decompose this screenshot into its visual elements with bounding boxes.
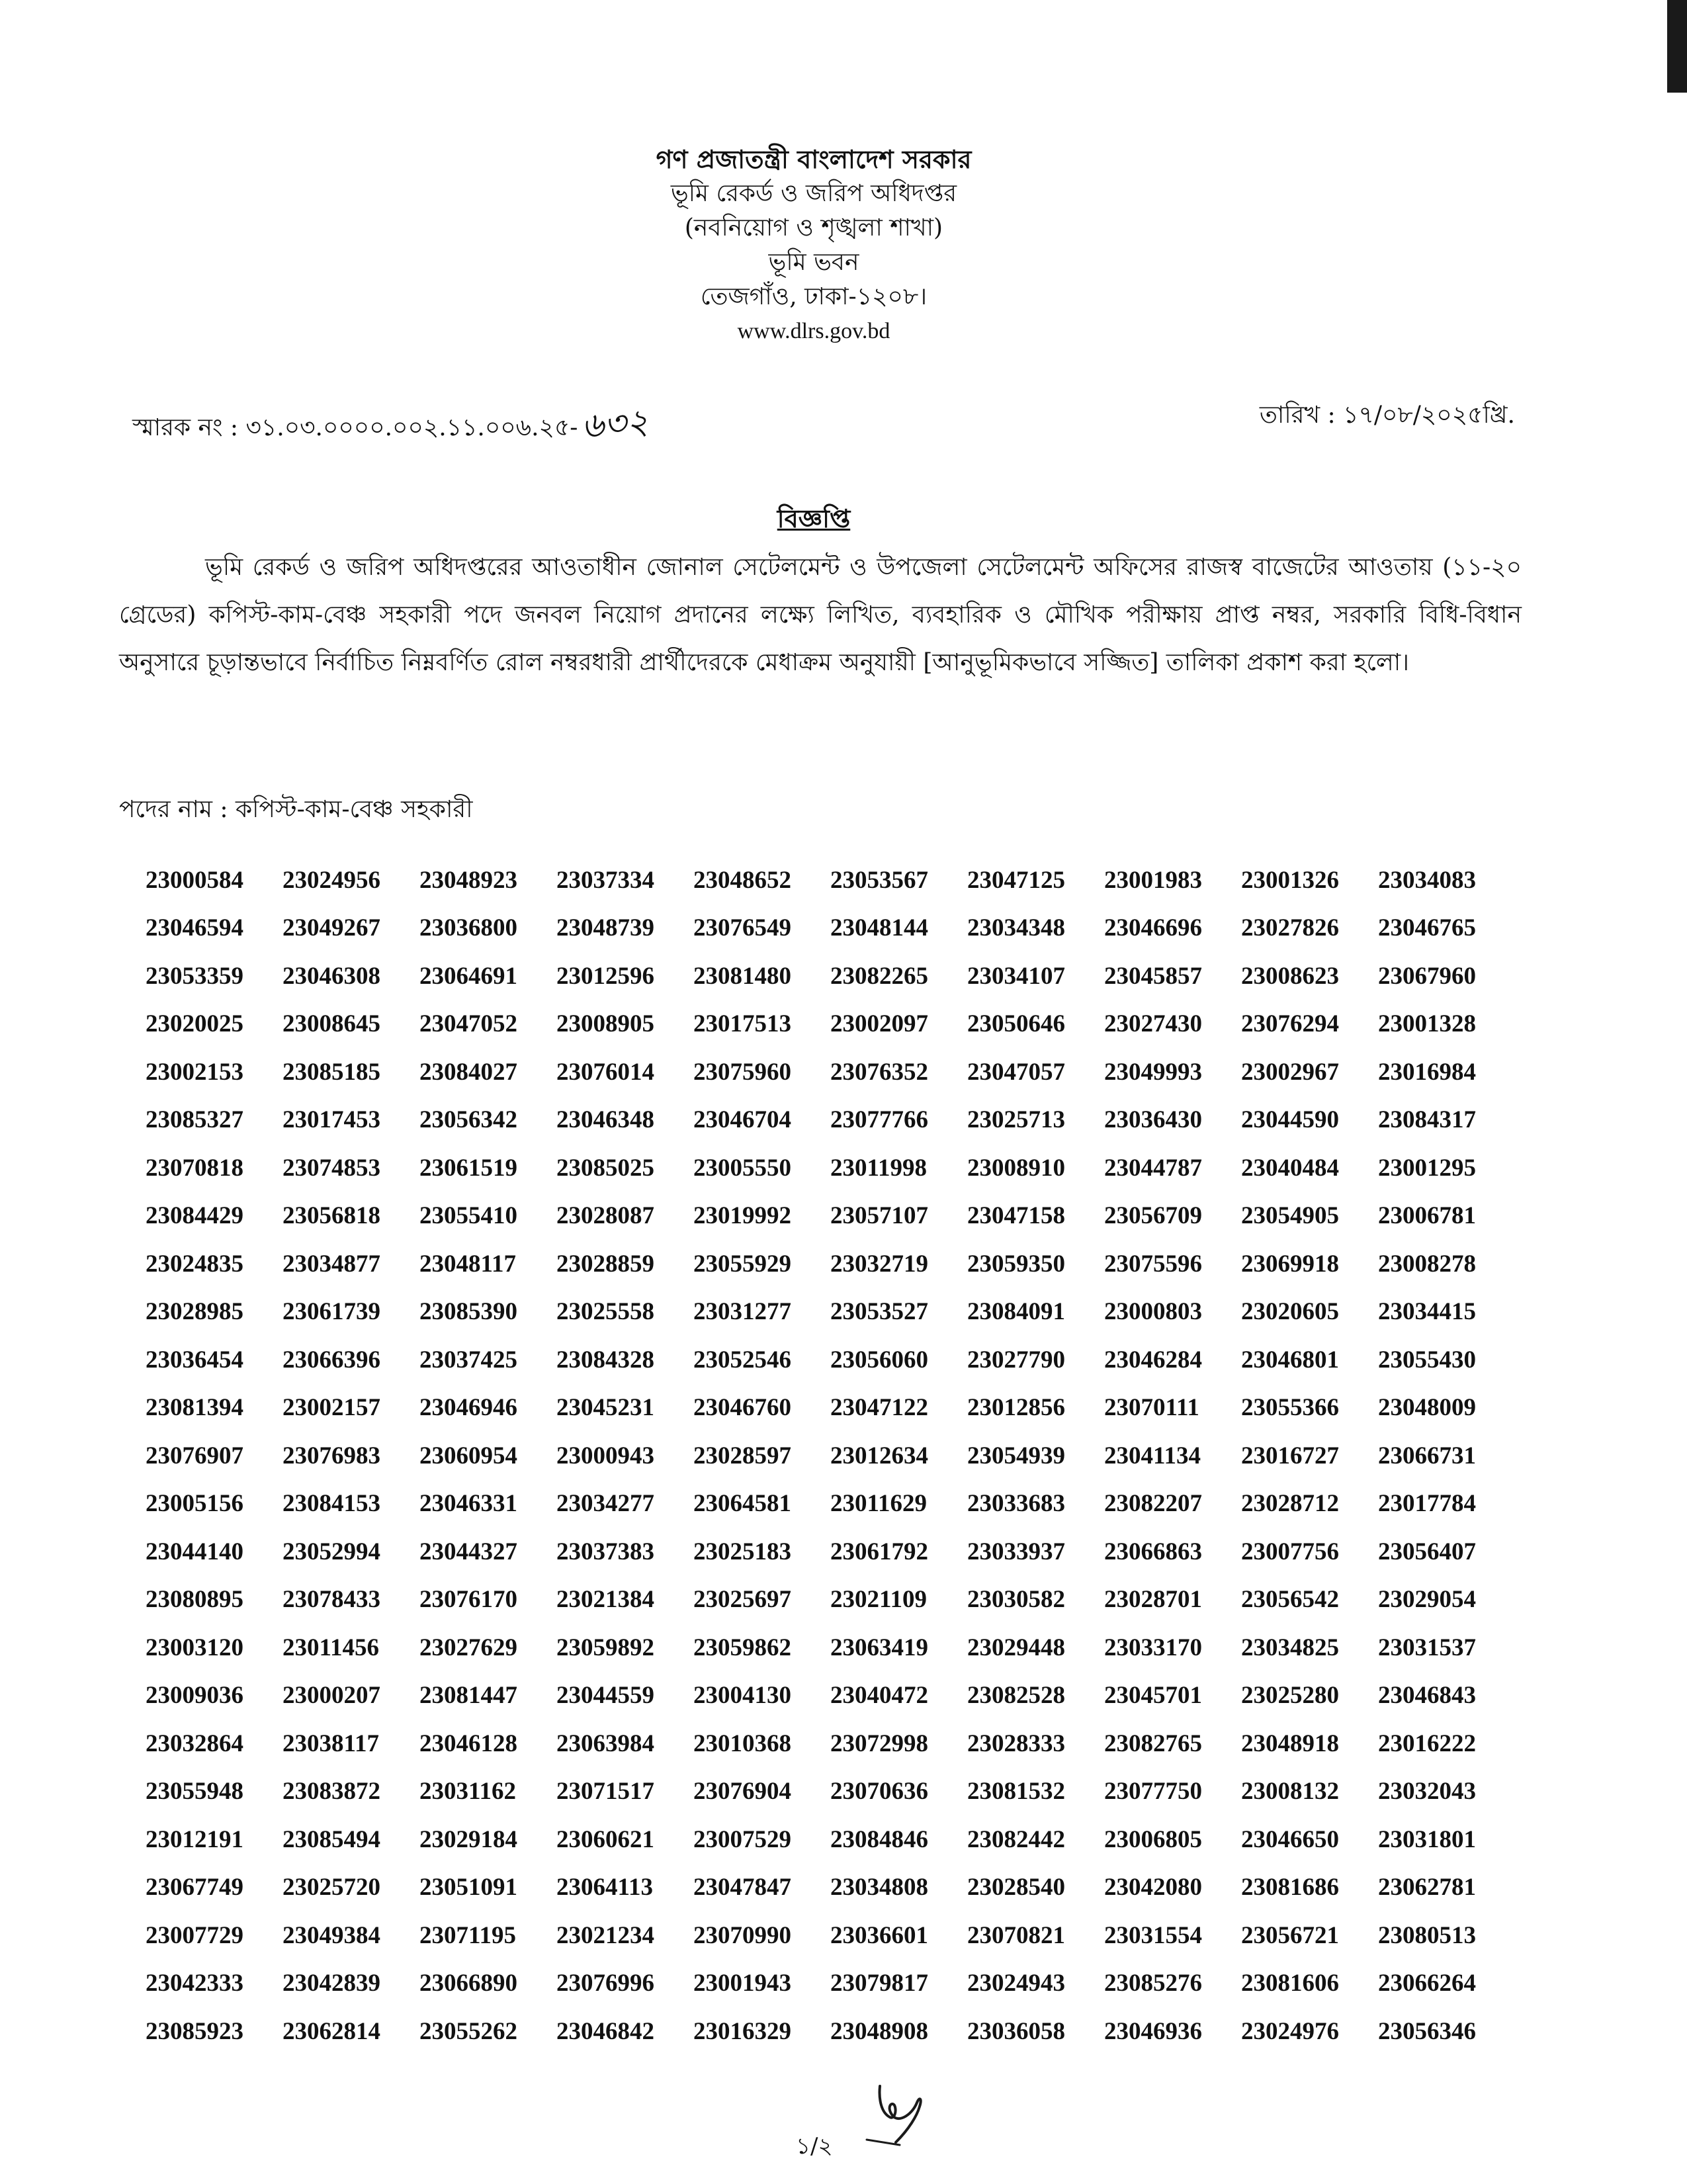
roll-number-cell: 23031554 [1104,1921,1202,1949]
roll-number-cell: 23056060 [830,1346,928,1374]
roll-number-cell: 23008623 [1241,962,1339,990]
roll-number-cell: 23034415 [1378,1298,1476,1326]
roll-row [146,904,1515,953]
roll-number-cell: 23047052 [419,1010,517,1038]
roll-number-cell: 23048652 [693,866,791,894]
roll-row [146,952,1515,1000]
roll-number-cell: 23055430 [1378,1346,1476,1374]
roll-number-cell: 23036601 [830,1921,928,1949]
roll-number-cell: 23059350 [967,1250,1065,1278]
roll-number-cell: 23028859 [556,1250,654,1278]
roll-number-cell: 23081532 [967,1778,1065,1806]
roll-number-cell: 23056542 [1241,1586,1339,1614]
website-url: www.dlrs.gov.bd [737,319,890,343]
branch-name: (নবনিয়োগ ও শৃঙ্খলা শাখা) [684,214,943,241]
roll-number-cell: 23067960 [1378,962,1476,990]
roll-number-cell: 23076294 [1241,1010,1339,1038]
post-name-line: পদের নাম : কপিস্ট-কাম-বেঞ্চ সহকারী [119,796,473,823]
roll-number-cell: 23002967 [1241,1058,1339,1086]
roll-row [146,1624,1515,1672]
roll-number-cell: 23044327 [419,1538,517,1565]
roll-number-cell: 23044140 [146,1538,243,1565]
roll-number-cell: 23031162 [419,1778,516,1806]
roll-number-cell: 23075960 [693,1058,791,1086]
roll-number-cell: 23016222 [1378,1729,1476,1757]
roll-number-cell: 23082528 [967,1682,1065,1710]
roll-number-cell: 23076996 [556,1970,654,1997]
roll-number-cell: 23038117 [282,1729,379,1757]
memo-date: তারিখ : ১৭/০৮/২০২৫খ্রি. [1259,402,1515,429]
roll-number-cell: 23049267 [282,914,380,942]
roll-number-cell: 23066890 [419,1970,517,1997]
roll-number-cell: 23008905 [556,1010,654,1038]
roll-number-cell: 23010368 [693,1729,791,1757]
roll-number-cell: 23024835 [146,1250,243,1278]
roll-row [146,1768,1515,1816]
roll-number-cell: 23011629 [830,1490,927,1518]
roll-number-table [146,856,1515,2056]
roll-number-cell: 23084317 [1378,1106,1476,1134]
roll-number-cell: 23047122 [830,1394,928,1422]
roll-number-cell: 23045701 [1104,1682,1202,1710]
roll-number-cell: 23083872 [282,1778,380,1806]
notice-title: বিজ্ঞপ্তি [777,503,851,533]
roll-row [146,1336,1515,1384]
roll-number-cell: 23084429 [146,1202,243,1230]
roll-number-cell: 23046348 [556,1106,654,1134]
roll-number-cell: 23041134 [1104,1442,1201,1469]
notice-body: ভূমি রেকর্ড ও জরিপ অধিদপ্তরের আওতাধীন জোনাল সেটেলমেন্ট ও উপজেলা সেটেলমেন্ট অফিসের রাজস্ব বাজেটের আওতায় (১১-২০ গ্রেডের) কপিস্ট-কাম-বেঞ্চ সহকারী পদে জনবল নিয়োগ প্রদানের লক্ষ্যে লিখিত, ব্যবহারিক ও মৌখিক পরীক্ষায় প্রাপ্ত নম্বর, সরকারি বিধি-বিধান অনুসারে চূড়ান্তভাবে নির্বাচিত নিম্নবর্ণিত রোল নম্বরধারী প্রার্থীদেরকে মেধাক্রম অনুযায়ী [আনুভূমিকভাবে সজ্জিত] তালিকা প্রকাশ করা হলো। [119,554,1522,676]
roll-number-cell: 23008910 [967,1154,1065,1182]
roll-number-cell: 23066264 [1378,1970,1476,1997]
roll-number-cell: 23001326 [1241,866,1339,894]
roll-number-cell: 23006781 [1378,1202,1476,1230]
roll-number-cell: 23049384 [282,1921,380,1949]
roll-number-cell: 23061519 [419,1154,517,1182]
roll-number-cell: 23082442 [967,1825,1065,1853]
roll-number-cell: 23028540 [967,1874,1065,1901]
roll-row [146,1576,1515,1624]
roll-number-cell: 23046650 [1241,1825,1339,1853]
roll-number-cell: 23021384 [556,1586,654,1614]
roll-number-cell: 23017784 [1378,1490,1476,1518]
roll-number-cell: 23036058 [967,2017,1065,2045]
roll-number-cell: 23071517 [556,1778,654,1806]
roll-number-cell: 23064691 [419,962,517,990]
roll-number-cell: 23027430 [1104,1010,1202,1038]
roll-number-cell: 23036430 [1104,1106,1202,1134]
roll-number-cell: 23025183 [693,1538,791,1565]
roll-number-cell: 23037334 [556,866,654,894]
roll-number-cell: 23064113 [556,1874,653,1901]
roll-number-cell: 23085025 [556,1154,654,1182]
roll-number-cell: 23053527 [830,1298,928,1326]
roll-number-cell: 23079817 [830,1970,928,1997]
roll-number-cell: 23047057 [967,1058,1065,1086]
roll-number-cell: 23050646 [967,1010,1065,1038]
roll-number-cell: 23063984 [556,1729,654,1757]
roll-number-cell: 23009036 [146,1682,243,1710]
roll-number-cell: 23070821 [967,1921,1065,1949]
roll-number-cell: 23024976 [1241,2017,1339,2045]
roll-number-cell: 23028712 [1241,1490,1339,1518]
roll-number-cell: 23045857 [1104,962,1202,990]
roll-number-cell: 23017513 [693,1010,791,1038]
roll-number-cell: 23051091 [419,1874,517,1901]
roll-number-cell: 23012191 [146,1825,243,1853]
roll-number-cell: 23011998 [830,1154,927,1182]
roll-row [146,1144,1515,1192]
roll-number-cell: 23007756 [1241,1538,1339,1565]
roll-number-cell: 23084027 [419,1058,517,1086]
roll-number-cell: 23046936 [1104,2017,1202,2045]
roll-number-cell: 23000803 [1104,1298,1202,1326]
roll-number-cell: 23071195 [419,1921,516,1949]
roll-number-cell: 23062781 [1378,1874,1476,1901]
roll-number-cell: 23059892 [556,1634,654,1661]
roll-number-cell: 23027790 [967,1346,1065,1374]
memo-number-label: স্মারক নং : ৩১.০৩.০০০০.০০২.১১.০০৬.২৫- [132,414,578,441]
roll-number-cell: 23066863 [1104,1538,1202,1565]
roll-row [146,1048,1515,1096]
roll-number-cell: 23016984 [1378,1058,1476,1086]
roll-row [146,1384,1515,1432]
roll-number-cell: 23046331 [419,1490,517,1518]
office-address: তেজগাঁও, ঢাকা-১২০৮। [700,283,928,310]
roll-number-cell: 23048009 [1378,1394,1476,1422]
roll-number-cell: 23019992 [693,1202,791,1230]
roll-number-cell: 23080895 [146,1586,243,1614]
roll-row [146,1528,1515,1576]
roll-number-cell: 23037383 [556,1538,654,1565]
roll-number-cell: 23054939 [967,1442,1065,1469]
department-name: ভূমি রেকর্ড ও জরিপ অধিদপ্তর [670,180,957,207]
roll-number-cell: 23078433 [282,1586,380,1614]
roll-row [146,1864,1515,1912]
roll-number-cell: 23060621 [556,1825,654,1853]
roll-number-cell: 23076549 [693,914,791,942]
roll-number-cell: 23024943 [967,1970,1065,1997]
roll-number-cell: 23028087 [556,1202,654,1230]
roll-number-cell: 23056721 [1241,1921,1339,1949]
roll-number-cell: 23056407 [1378,1538,1476,1565]
roll-number-cell: 23072998 [830,1729,928,1757]
roll-number-cell: 23001983 [1104,866,1202,894]
roll-number-cell: 23056709 [1104,1202,1202,1230]
roll-number-cell: 23053359 [146,962,243,990]
roll-number-cell: 23054905 [1241,1202,1339,1230]
roll-number-cell: 23025720 [282,1874,380,1901]
roll-number-cell: 23027826 [1241,914,1339,942]
roll-number-cell: 23070818 [146,1154,243,1182]
roll-number-cell: 23002157 [282,1394,380,1422]
roll-row [146,1960,1515,2008]
roll-number-cell: 23085923 [146,2017,243,2045]
roll-number-cell: 23081447 [419,1682,517,1710]
roll-number-cell: 23042080 [1104,1874,1202,1901]
roll-number-cell: 23042333 [146,1970,243,1997]
letterhead [0,142,1627,349]
roll-number-cell: 23070111 [1104,1394,1199,1422]
roll-number-cell: 23053567 [830,866,928,894]
roll-number-cell: 23034277 [556,1490,654,1518]
roll-number-cell: 23029184 [419,1825,517,1853]
roll-number-cell: 23031277 [693,1298,791,1326]
roll-number-cell: 23081480 [693,962,791,990]
roll-number-cell: 23084091 [967,1298,1065,1326]
roll-number-cell: 23034083 [1378,866,1476,894]
roll-number-cell: 23074853 [282,1154,380,1182]
roll-number-cell: 23084846 [830,1825,928,1853]
roll-number-cell: 23012634 [830,1442,928,1469]
roll-number-cell: 23028333 [967,1729,1065,1757]
roll-number-cell: 23046801 [1241,1346,1339,1374]
roll-number-cell: 23056818 [282,1202,380,1230]
roll-number-cell: 23034825 [1241,1634,1339,1661]
roll-number-cell: 23008645 [282,1010,380,1038]
memo-number-handwritten: ৬৩২ [580,402,650,447]
roll-number-cell: 23082207 [1104,1490,1202,1518]
roll-number-cell: 23012856 [967,1394,1065,1422]
roll-number-cell: 23047158 [967,1202,1065,1230]
roll-number-cell: 23076907 [146,1442,243,1469]
roll-number-cell: 23085494 [282,1825,380,1853]
roll-number-cell: 23046128 [419,1729,517,1757]
roll-number-cell: 23005156 [146,1490,243,1518]
roll-number-cell: 23033683 [967,1490,1065,1518]
roll-number-cell: 23055948 [146,1778,243,1806]
roll-number-cell: 23056346 [1378,2017,1476,2045]
roll-number-cell: 23029448 [967,1634,1065,1661]
roll-number-cell: 23042839 [282,1970,380,1997]
roll-number-cell: 23046842 [556,2017,654,2045]
roll-number-cell: 23008132 [1241,1778,1339,1806]
roll-row [146,1000,1515,1049]
roll-number-cell: 23044590 [1241,1106,1339,1134]
roll-number-cell: 23077766 [830,1106,928,1134]
roll-number-cell: 23070990 [693,1921,791,1949]
roll-number-cell: 23082765 [1104,1729,1202,1757]
roll-number-cell: 23016727 [1241,1442,1339,1469]
roll-number-cell: 23061792 [830,1538,928,1565]
roll-number-cell: 23085276 [1104,1970,1202,1997]
roll-row [146,1096,1515,1145]
roll-number-cell: 23036800 [419,914,517,942]
roll-number-cell: 23060954 [419,1442,517,1469]
roll-number-cell: 23066731 [1378,1442,1476,1469]
roll-number-cell: 23059862 [693,1634,791,1661]
roll-number-cell: 23000207 [282,1682,380,1710]
roll-number-cell: 23084328 [556,1346,654,1374]
roll-number-cell: 23005550 [693,1154,791,1182]
roll-number-cell: 23066396 [282,1346,380,1374]
roll-number-cell: 23048739 [556,914,654,942]
roll-number-cell: 23046308 [282,962,380,990]
roll-number-cell: 23046704 [693,1106,791,1134]
signature-icon [853,2076,953,2149]
government-name: গণ প্রজাতন্ত্রী বাংলাদেশ সরকার [656,144,972,174]
roll-row [146,2007,1515,2056]
scan-edge-artifact [1667,0,1687,93]
roll-number-cell: 23007729 [146,1921,243,1949]
roll-row [146,1672,1515,1720]
roll-number-cell: 23085327 [146,1106,243,1134]
roll-number-cell: 23070636 [830,1778,928,1806]
roll-number-cell: 23020605 [1241,1298,1339,1326]
roll-number-cell: 23048923 [419,866,517,894]
roll-number-cell: 23057107 [830,1202,928,1230]
roll-number-cell: 23076170 [419,1586,517,1614]
roll-number-cell: 23000943 [556,1442,654,1469]
roll-number-cell: 23085185 [282,1058,380,1086]
roll-number-cell: 23028985 [146,1298,243,1326]
roll-number-cell: 23007529 [693,1825,791,1853]
roll-number-cell: 23032043 [1378,1778,1476,1806]
roll-number-cell: 23076014 [556,1058,654,1086]
roll-row [146,1240,1515,1288]
roll-number-cell: 23001943 [693,1970,791,1997]
roll-number-cell: 23061739 [282,1298,380,1326]
roll-number-cell: 23037425 [419,1346,517,1374]
roll-number-cell: 23067749 [146,1874,243,1901]
roll-number-cell: 23025558 [556,1298,654,1326]
building-name: ভূমি ভবন [768,249,859,276]
roll-number-cell: 23056342 [419,1106,517,1134]
roll-number-cell: 23029054 [1378,1586,1476,1614]
roll-number-cell: 23012596 [556,962,654,990]
roll-number-cell: 23040484 [1241,1154,1339,1182]
roll-number-cell: 23085390 [419,1298,517,1326]
roll-number-cell: 23017453 [282,1106,380,1134]
roll-number-cell: 23064581 [693,1490,791,1518]
roll-number-cell: 23032864 [146,1729,243,1757]
roll-number-cell: 23021234 [556,1921,654,1949]
roll-number-cell: 23021109 [830,1586,927,1614]
page-number: ১/২ [796,2133,833,2160]
roll-row [146,1815,1515,1864]
roll-number-cell: 23034808 [830,1874,928,1901]
roll-number-cell: 23046284 [1104,1346,1202,1374]
roll-number-cell: 23025280 [1241,1682,1339,1710]
roll-number-cell: 23025697 [693,1586,791,1614]
roll-number-cell: 23055410 [419,1202,517,1230]
roll-number-cell: 23044787 [1104,1154,1202,1182]
roll-number-cell: 23069918 [1241,1250,1339,1278]
roll-number-cell: 23006805 [1104,1825,1202,1853]
roll-number-cell: 23082265 [830,962,928,990]
roll-number-cell: 23002153 [146,1058,243,1086]
roll-number-cell: 23036454 [146,1346,243,1374]
roll-number-cell: 23033937 [967,1538,1065,1565]
roll-number-cell: 23028597 [693,1442,791,1469]
roll-number-table-body [146,856,1515,2056]
roll-number-cell: 23027629 [419,1634,517,1661]
roll-number-cell: 23030582 [967,1586,1065,1614]
roll-number-cell: 23048908 [830,2017,928,2045]
roll-number-cell: 23049993 [1104,1058,1202,1086]
roll-number-cell: 23003120 [146,1634,243,1661]
roll-number-cell: 23077750 [1104,1778,1202,1806]
roll-number-cell: 23076352 [830,1058,928,1086]
roll-number-cell: 23031537 [1378,1634,1476,1661]
roll-number-cell: 23031801 [1378,1825,1476,1853]
roll-number-cell: 23081606 [1241,1970,1339,1997]
roll-row [146,1480,1515,1528]
roll-number-cell: 23001328 [1378,1010,1476,1038]
roll-number-cell: 23032719 [830,1250,928,1278]
roll-number-cell: 23028701 [1104,1586,1202,1614]
roll-number-cell: 23044559 [556,1682,654,1710]
roll-number-cell: 23046946 [419,1394,517,1422]
roll-row [146,1720,1515,1768]
roll-number-cell: 23046760 [693,1394,791,1422]
roll-row [146,856,1515,904]
roll-number-cell: 23046843 [1378,1682,1476,1710]
roll-number-cell: 23011456 [282,1634,379,1661]
roll-number-cell: 23000584 [146,866,243,894]
roll-number-cell: 23063419 [830,1634,928,1661]
roll-number-cell: 23008278 [1378,1250,1476,1278]
roll-number-cell: 23025713 [967,1106,1065,1134]
roll-number-cell: 23048144 [830,914,928,942]
roll-number-cell: 23052546 [693,1346,791,1374]
roll-row [146,1911,1515,1960]
roll-number-cell: 23055929 [693,1250,791,1278]
roll-number-cell: 23047847 [693,1874,791,1901]
roll-number-cell: 23048117 [419,1250,516,1278]
roll-number-cell: 23048918 [1241,1729,1339,1757]
roll-number-cell: 23055262 [419,2017,517,2045]
roll-number-cell: 23084153 [282,1490,380,1518]
roll-number-cell: 23046594 [146,914,243,942]
roll-number-cell: 23046696 [1104,914,1202,942]
roll-number-cell: 23080513 [1378,1921,1476,1949]
roll-number-cell: 23076904 [693,1778,791,1806]
memo-number [132,397,649,455]
roll-number-cell: 23034348 [967,914,1065,942]
roll-number-cell: 23040472 [830,1682,928,1710]
roll-number-cell: 23081686 [1241,1874,1339,1901]
roll-number-cell: 23034877 [282,1250,380,1278]
roll-number-cell: 23046765 [1378,914,1476,942]
roll-number-cell: 23055366 [1241,1394,1339,1422]
roll-number-cell: 23033170 [1104,1634,1202,1661]
roll-number-cell: 23016329 [693,2017,791,2045]
roll-number-cell: 23062814 [282,2017,380,2045]
roll-number-cell: 23052994 [282,1538,380,1565]
roll-number-cell: 23004130 [693,1682,791,1710]
roll-number-cell: 23047125 [967,866,1065,894]
roll-row [146,1192,1515,1241]
roll-row [146,1432,1515,1480]
roll-number-cell: 23001295 [1378,1154,1476,1182]
roll-number-cell: 23034107 [967,962,1065,990]
roll-number-cell: 23075596 [1104,1250,1202,1278]
roll-number-cell: 23081394 [146,1394,243,1422]
roll-number-cell: 23076983 [282,1442,380,1469]
roll-number-cell: 23020025 [146,1010,243,1038]
roll-row [146,1288,1515,1336]
roll-number-cell: 23024956 [282,866,380,894]
roll-number-cell: 23045231 [556,1394,654,1422]
roll-number-cell: 23002097 [830,1010,928,1038]
